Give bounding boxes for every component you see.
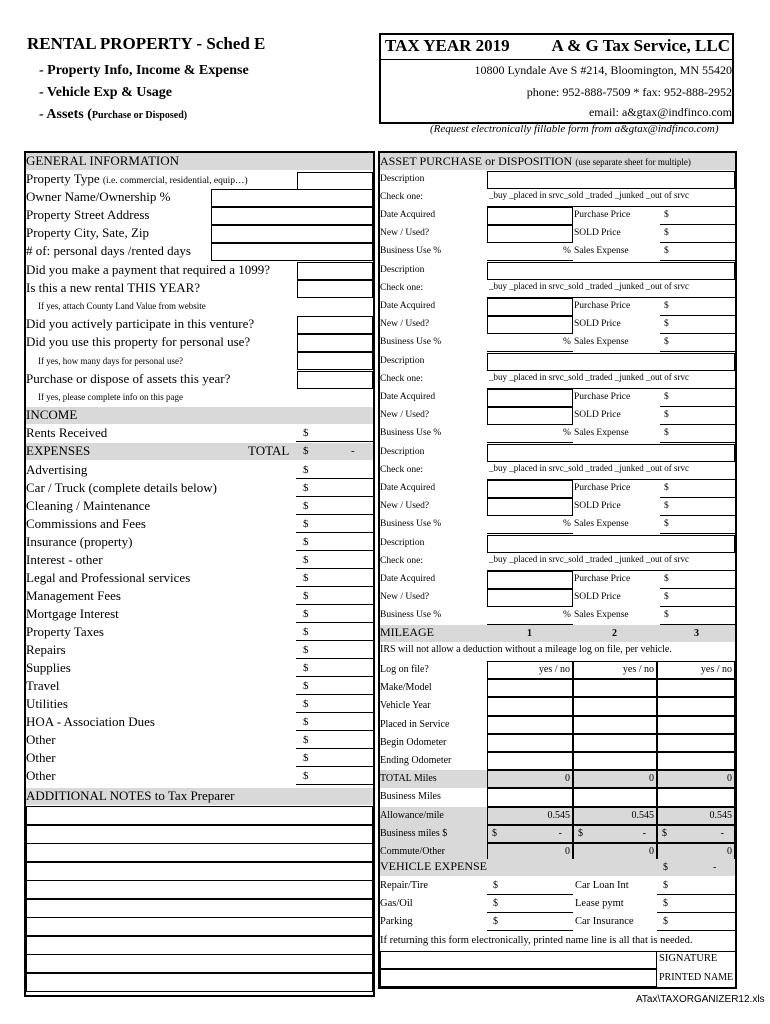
asset-sales-expense-field[interactable] [660, 260, 735, 261]
left-content [26, 153, 373, 995]
vehicle-total-value: - [713, 862, 717, 873]
asset-header: ASSET PURCHASE or DISPOSITION (use separate sheet for multiple) [380, 153, 735, 170]
expense-label: Management Fees [26, 588, 121, 603]
mileage-ending-cell-1[interactable] [487, 752, 573, 770]
asset-newused-field[interactable] [487, 225, 573, 243]
asset-sold-price-label: SOLD Price [574, 501, 621, 511]
expense-dollar: $ [303, 608, 309, 620]
notes-line[interactable] [26, 899, 373, 918]
mileage-col-2: 2 [612, 628, 617, 639]
expense-amount-field[interactable] [296, 658, 373, 659]
vehicle-gas-label: Gas/Oil [380, 898, 413, 909]
expense-amount-field[interactable] [296, 676, 373, 677]
expense-label: Insurance (property) [26, 534, 133, 549]
asset-sales-expense-label: Sales Expense [574, 519, 629, 529]
mileage-total-label: TOTAL Miles [380, 770, 735, 788]
asset-business-use-field[interactable] [487, 260, 573, 261]
asset-check-options[interactable]: _buy _placed in srvc_sold _traded _junked _out of srvc [489, 281, 689, 291]
vehicle-lease-field[interactable] [657, 912, 735, 913]
asset-purchase-price-label: Purchase Price [574, 574, 631, 584]
expense-label: Interest - other [26, 552, 103, 567]
mileage-make-cell-3[interactable] [657, 679, 735, 697]
asset-purchase-price-field[interactable] [660, 224, 735, 225]
q-personal-note: If yes, how many days for personal use? [38, 356, 183, 366]
asset-sold-price-label: SOLD Price [574, 319, 621, 329]
q-new-rental-label: Is this a new rental THIS YEAR? [26, 280, 201, 295]
q-1099-label: Did you make a payment that required a 1099? [26, 262, 271, 277]
form-title: RENTAL PROPERTY - Sched E [27, 34, 266, 53]
vehicle-insurance-label: Car Insurance [575, 916, 634, 927]
vehicle-repair-field[interactable] [487, 894, 573, 895]
mileage-log-cell-2[interactable]: yes / no [573, 661, 657, 679]
mileage-year-cell-2[interactable] [573, 697, 657, 715]
expenses-header: EXPENSES [26, 443, 373, 460]
asset-newused-field[interactable] [487, 589, 573, 607]
expense-label: Repairs [26, 642, 66, 657]
asset-check-options[interactable]: _buy _placed in srvc_sold _traded _junked _out of srvc [489, 372, 689, 382]
expense-dollar: $ [303, 752, 309, 764]
expense-amount-field[interactable] [296, 532, 373, 533]
file-name: ATax\TAXORGANIZER12.xls [636, 994, 765, 1005]
printed-name-field[interactable] [380, 969, 657, 987]
asset-newused-label: New / Used? [380, 592, 430, 602]
asset-sold-price-field[interactable] [660, 606, 735, 607]
asset-newused-label: New / Used? [380, 319, 430, 329]
expense-dollar: $ [303, 734, 309, 746]
vehicle-expense-header: VEHICLE EXPENSE [380, 859, 735, 876]
property-type-field[interactable] [297, 172, 373, 190]
mileage-commute-cell-1[interactable]: 0 [487, 843, 573, 861]
vehicle-dollar: $ [663, 916, 668, 927]
asset-dollar: $ [664, 301, 669, 311]
q-personal-label: Did you use this property for personal use? [26, 334, 251, 349]
mileage-business-label: Business Miles [380, 791, 441, 803]
street-label: Property Street Address [26, 207, 150, 222]
mileage-total-cell-3[interactable]: 0 [657, 770, 735, 788]
expense-label: Mortgage Interest [26, 606, 119, 621]
city-label: Property City, Sate, Zip [26, 225, 150, 240]
subtitle-assets: - Assets (Purchase or Disposed) [39, 107, 188, 122]
mileage-bizdollar-cell-2[interactable]: $ - [573, 825, 657, 843]
expense-amount-field[interactable] [296, 694, 373, 695]
asset-newused-field[interactable] [487, 316, 573, 334]
street-field[interactable] [211, 207, 373, 225]
vehicle-parking-field[interactable] [487, 930, 573, 931]
q-personal-field[interactable] [297, 334, 373, 352]
mileage-allowance-cell-2[interactable]: 0.545 [573, 807, 657, 825]
owner-label: Owner Name/Ownership % [26, 189, 171, 204]
mileage-begin-label: Begin Odometer [380, 736, 447, 748]
asset-business-use-label: Business Use % [380, 428, 442, 438]
asset-check-label: Check one: [380, 283, 424, 293]
asset-sales-expense-label: Sales Expense [574, 610, 629, 620]
mileage-business-cell-1[interactable] [487, 788, 573, 806]
vehicle-lease-label: Lease pymt [575, 898, 624, 909]
q-new-rental-field[interactable] [297, 280, 373, 298]
asset-purchase-price-label: Purchase Price [574, 392, 631, 402]
asset-pct: % [563, 610, 571, 620]
asset-dollar: $ [664, 392, 669, 402]
asset-date-field[interactable] [487, 480, 573, 498]
expense-label: HOA - Association Dues [26, 714, 155, 729]
expense-amount-field[interactable] [296, 730, 373, 731]
asset-date-label: Date Acquired [380, 392, 436, 402]
vehicle-dollar: $ [493, 898, 498, 909]
asset-check-label: Check one: [380, 465, 424, 475]
asset-purchase-price-label: Purchase Price [574, 210, 631, 220]
expense-dollar: $ [303, 716, 309, 728]
expense-label: Other [26, 768, 56, 783]
asset-check-label: Check one: [380, 556, 424, 566]
vehicle-loan-field[interactable] [657, 894, 735, 895]
asset-purchase-price-field[interactable] [660, 497, 735, 498]
asset-newused-label: New / Used? [380, 501, 430, 511]
days-field[interactable] [211, 243, 373, 261]
asset-dollar: $ [664, 210, 669, 220]
asset-description-label: Description [380, 356, 425, 366]
asset-sales-expense-label: Sales Expense [574, 428, 629, 438]
asset-sales-expense-label: Sales Expense [574, 337, 629, 347]
expense-label: Other [26, 750, 56, 765]
mileage-placed-label: Placed in Service [380, 718, 450, 730]
expense-label: Car / Truck (complete details below) [26, 480, 217, 495]
expense-label: Supplies [26, 660, 71, 675]
asset-business-use-label: Business Use % [380, 519, 442, 529]
mileage-total-cell-1[interactable]: 0 [487, 770, 573, 788]
vehicle-repair-label: Repair/Tire [380, 880, 429, 891]
mileage-commute-cell-3[interactable]: 0 [657, 843, 735, 861]
asset-dollar: $ [664, 592, 669, 602]
mileage-placed-cell-1[interactable] [487, 716, 573, 734]
asset-dollar: $ [664, 337, 669, 347]
asset-sold-price-field[interactable] [660, 333, 735, 334]
tax-year: TAX YEAR 2019 [385, 36, 510, 55]
notes-line[interactable] [26, 936, 373, 955]
asset-check-options[interactable]: _buy _placed in srvc_sold _traded _junked _out of srvc [489, 554, 689, 564]
expense-dollar: $ [303, 500, 309, 512]
expense-amount-field[interactable] [296, 586, 373, 587]
mileage-begin-cell-1[interactable] [487, 734, 573, 752]
vehicle-dollar: $ [663, 880, 668, 891]
expense-amount-field[interactable] [296, 604, 373, 605]
expense-amount-field[interactable] [296, 550, 373, 551]
q-active-label: Did you actively participate in this venture? [26, 316, 255, 331]
printed-name-label: PRINTED NAME [659, 972, 734, 983]
expense-dollar: $ [303, 680, 309, 692]
asset-date-label: Date Acquired [380, 301, 436, 311]
owner-field[interactable] [211, 189, 373, 207]
mileage-ending-cell-3[interactable] [657, 752, 735, 770]
expense-dollar: $ [303, 590, 309, 602]
asset-description-label: Description [380, 447, 425, 457]
vehicle-gas-field[interactable] [487, 912, 573, 913]
notes-line[interactable] [26, 954, 373, 973]
days-label: # of: personal days /rented days [26, 243, 191, 258]
mileage-header: MILEAGE [380, 625, 735, 642]
notes-line[interactable] [26, 917, 373, 936]
asset-dollar: $ [664, 519, 669, 529]
expense-amount-field[interactable] [296, 784, 373, 785]
asset-date-field[interactable] [487, 207, 573, 225]
rents-label: Rents Received [26, 425, 108, 440]
asset-sold-price-label: SOLD Price [574, 228, 621, 238]
expense-amount-field[interactable] [296, 622, 373, 623]
mileage-bizdollar-label: Business miles $ [380, 825, 735, 843]
asset-dollar: $ [664, 574, 669, 584]
mileage-placed-cell-2[interactable] [573, 716, 657, 734]
mileage-allowance-label: Allowance/mile [380, 807, 735, 825]
expenses-total-label: TOTAL [248, 443, 290, 458]
asset-pct: % [563, 246, 571, 256]
expense-dollar: $ [303, 698, 309, 710]
company-header [379, 33, 736, 125]
asset-check-label: Check one: [380, 374, 424, 384]
q-personal-days-field[interactable] [297, 352, 373, 370]
notes-line[interactable] [26, 843, 373, 862]
asset-sold-price-field[interactable] [660, 424, 735, 425]
vehicle-loan-label: Car Loan Int [575, 880, 629, 891]
asset-dollar: $ [664, 246, 669, 256]
mileage-begin-cell-3[interactable] [657, 734, 735, 752]
expense-dollar: $ [303, 536, 309, 548]
signature-label: SIGNATURE [659, 953, 718, 964]
mileage-year-label: Vehicle Year [380, 700, 431, 712]
expense-dollar: $ [303, 554, 309, 566]
rents-dollar: $ [303, 427, 309, 439]
expense-dollar: $ [303, 626, 309, 638]
mileage-log-label: Log on file? [380, 664, 429, 675]
asset-business-use-field[interactable] [487, 442, 573, 443]
asset-business-use-field[interactable] [487, 533, 573, 534]
vehicle-dollar: $ [493, 916, 498, 927]
mileage-col-1: 1 [527, 628, 532, 639]
asset-dollar: $ [664, 483, 669, 493]
irs-mileage-note: IRS will not allow a deduction without a mileage log on file, per vehicle. [380, 644, 672, 655]
asset-date-field[interactable] [487, 389, 573, 407]
asset-newused-field[interactable] [487, 407, 573, 425]
mileage-total-cell-2[interactable]: 0 [573, 770, 657, 788]
asset-newused-label: New / Used? [380, 228, 430, 238]
expense-amount-field[interactable] [296, 712, 373, 713]
mileage-make-cell-2[interactable] [573, 679, 657, 697]
asset-sold-price-field[interactable] [660, 515, 735, 516]
asset-description-field[interactable] [487, 353, 735, 371]
asset-date-label: Date Acquired [380, 210, 436, 220]
q-assets-field[interactable] [297, 371, 373, 389]
mileage-business-cell-2[interactable] [573, 788, 657, 806]
mileage-log-cell-1[interactable]: yes / no [487, 661, 573, 679]
expense-amount-field[interactable] [296, 496, 373, 497]
asset-sales-expense-field[interactable] [660, 351, 735, 352]
notes-line[interactable] [26, 806, 373, 825]
q-1099-field[interactable] [297, 262, 373, 280]
mileage-log-cell-3[interactable]: yes / no [657, 661, 735, 679]
vehicle-total-dollar: $ [663, 862, 668, 873]
subtitle-property: - Property Info, Income & Expense [39, 63, 249, 78]
expense-amount-field[interactable] [296, 766, 373, 767]
mileage-bizdollar-cell-3[interactable]: $ - [657, 825, 735, 843]
expense-label: Travel [26, 678, 60, 693]
vehicle-parking-label: Parking [380, 916, 413, 927]
expense-label: Commissions and Fees [26, 516, 146, 531]
vehicle-dollar: $ [663, 898, 668, 909]
asset-description-label: Description [380, 538, 425, 548]
expense-amount-field[interactable] [296, 568, 373, 569]
expense-dollar: $ [303, 662, 309, 674]
vehicle-dollar: $ [493, 880, 498, 891]
asset-date-field[interactable] [487, 298, 573, 316]
asset-description-field[interactable] [487, 171, 735, 189]
asset-dollar: $ [664, 428, 669, 438]
expense-dollar: $ [303, 482, 309, 494]
asset-purchase-price-label: Purchase Price [574, 483, 631, 493]
expense-label: Utilities [26, 696, 68, 711]
mileage-begin-cell-2[interactable] [573, 734, 657, 752]
asset-description-field[interactable] [487, 444, 735, 462]
expense-dollar: $ [303, 572, 309, 584]
asset-pct: % [563, 428, 571, 438]
expense-amount-field[interactable] [296, 478, 373, 479]
expense-dollar: $ [303, 770, 309, 782]
mileage-business-cell-3[interactable] [657, 788, 735, 806]
company-address: 10800 Lyndale Ave S #214, Bloomington, MN 55420 [474, 63, 732, 77]
asset-dollar: $ [664, 610, 669, 620]
asset-business-use-field[interactable] [487, 351, 573, 352]
asset-sales-expense-field[interactable] [660, 442, 735, 443]
asset-sales-expense-field[interactable] [660, 533, 735, 534]
asset-description-field[interactable] [487, 262, 735, 280]
asset-dollar: $ [664, 501, 669, 511]
asset-sold-price-label: SOLD Price [574, 410, 621, 420]
electronic-return-note: If returning this form electronically, printed name line is all that is needed. [380, 935, 693, 946]
q-new-rental-note: If yes, attach County Land Value from website [38, 301, 206, 311]
expense-label: Property Taxes [26, 624, 104, 639]
income-header: INCOME [26, 407, 373, 424]
rents-field[interactable] [296, 441, 373, 442]
asset-business-use-label: Business Use % [380, 610, 442, 620]
mileage-commute-cell-2[interactable]: 0 [573, 843, 657, 861]
general-info-header: GENERAL INFORMATION [26, 153, 373, 170]
expenses-total-dollar: $ [303, 445, 309, 457]
asset-check-options[interactable]: _buy _placed in srvc_sold _traded _junked _out of srvc [489, 190, 689, 200]
expenses-total-value: - [351, 445, 355, 457]
asset-date-label: Date Acquired [380, 483, 436, 493]
asset-dollar: $ [664, 228, 669, 238]
expense-amount-field[interactable] [296, 640, 373, 641]
notes-line[interactable] [26, 862, 373, 881]
asset-dollar: $ [664, 410, 669, 420]
mileage-make-cell-1[interactable] [487, 679, 573, 697]
mileage-bizdollar-cell-1[interactable]: $ - [487, 825, 573, 843]
asset-pct: % [563, 337, 571, 347]
asset-purchase-price-label: Purchase Price [574, 301, 631, 311]
q-assets-label: Purchase or dispose of assets this year? [26, 371, 231, 386]
mileage-ending-label: Ending Odometer [380, 755, 452, 766]
expense-amount-field[interactable] [296, 514, 373, 515]
mileage-ending-cell-2[interactable] [573, 752, 657, 770]
signature-field[interactable] [380, 951, 657, 969]
asset-purchase-price-field[interactable] [660, 406, 735, 407]
expense-dollar: $ [303, 464, 309, 476]
notes-line[interactable] [26, 880, 373, 899]
asset-sold-price-field[interactable] [660, 242, 735, 243]
company-email: email: a&gtax@indfinco.com [588, 105, 732, 119]
property-type-label: Property Type (i.e. commercial, residential, equip…) [26, 171, 248, 186]
mileage-allowance-cell-1[interactable]: 0.545 [487, 807, 573, 825]
right-content [380, 153, 735, 987]
asset-date-field[interactable] [487, 571, 573, 589]
expense-amount-field[interactable] [296, 748, 373, 749]
asset-check-label: Check one: [380, 192, 424, 202]
mileage-commute-label: Commute/Other [380, 843, 735, 861]
expense-dollar: $ [303, 518, 309, 530]
asset-purchase-price-field[interactable] [660, 588, 735, 589]
asset-description-label: Description [380, 174, 425, 184]
fillable-form-note: (Request electronically fillable form from a&gtax@indfinco.com) [430, 123, 719, 135]
q-active-field[interactable] [297, 316, 373, 334]
asset-description-field[interactable] [487, 535, 735, 553]
asset-description-label: Description [380, 265, 425, 275]
mileage-make-label: Make/Model [380, 682, 432, 694]
mileage-year-cell-3[interactable] [657, 697, 735, 715]
form-title-block [27, 34, 265, 127]
expense-label: Cleaning / Maintenance [26, 498, 151, 513]
asset-date-label: Date Acquired [380, 574, 436, 584]
notes-line[interactable] [26, 973, 373, 992]
company-phone: phone: 952-888-7509 * fax: 952-888-2952 [526, 85, 732, 99]
company-name: A & G Tax Service, LLC [551, 36, 730, 55]
asset-purchase-price-field[interactable] [660, 315, 735, 316]
asset-check-options[interactable]: _buy _placed in srvc_sold _traded _junked _out of srvc [489, 463, 689, 473]
expense-label: Advertising [26, 462, 88, 477]
vehicle-insurance-field[interactable] [657, 930, 735, 931]
expense-label: Other [26, 732, 56, 747]
q-assets-note: If yes, please complete info on this page [38, 392, 183, 402]
expense-label: Legal and Professional services [26, 570, 191, 585]
expense-dollar: $ [303, 644, 309, 656]
mileage-placed-cell-3[interactable] [657, 716, 735, 734]
asset-business-use-label: Business Use % [380, 246, 442, 256]
notes-header: ADDITIONAL NOTES to Tax Preparer [26, 788, 373, 805]
asset-dollar: $ [664, 319, 669, 329]
mileage-year-cell-1[interactable] [487, 697, 573, 715]
city-field[interactable] [211, 225, 373, 243]
subtitle-vehicle: - Vehicle Exp & Usage [39, 85, 172, 100]
asset-sales-expense-label: Sales Expense [574, 246, 629, 256]
asset-pct: % [563, 519, 571, 529]
asset-business-use-label: Business Use % [380, 337, 442, 347]
asset-newused-label: New / Used? [380, 410, 430, 420]
mileage-allowance-cell-3[interactable]: 0.545 [657, 807, 735, 825]
mileage-col-3: 3 [694, 628, 699, 639]
asset-sold-price-label: SOLD Price [574, 592, 621, 602]
asset-newused-field[interactable] [487, 498, 573, 516]
notes-line[interactable] [26, 825, 373, 844]
